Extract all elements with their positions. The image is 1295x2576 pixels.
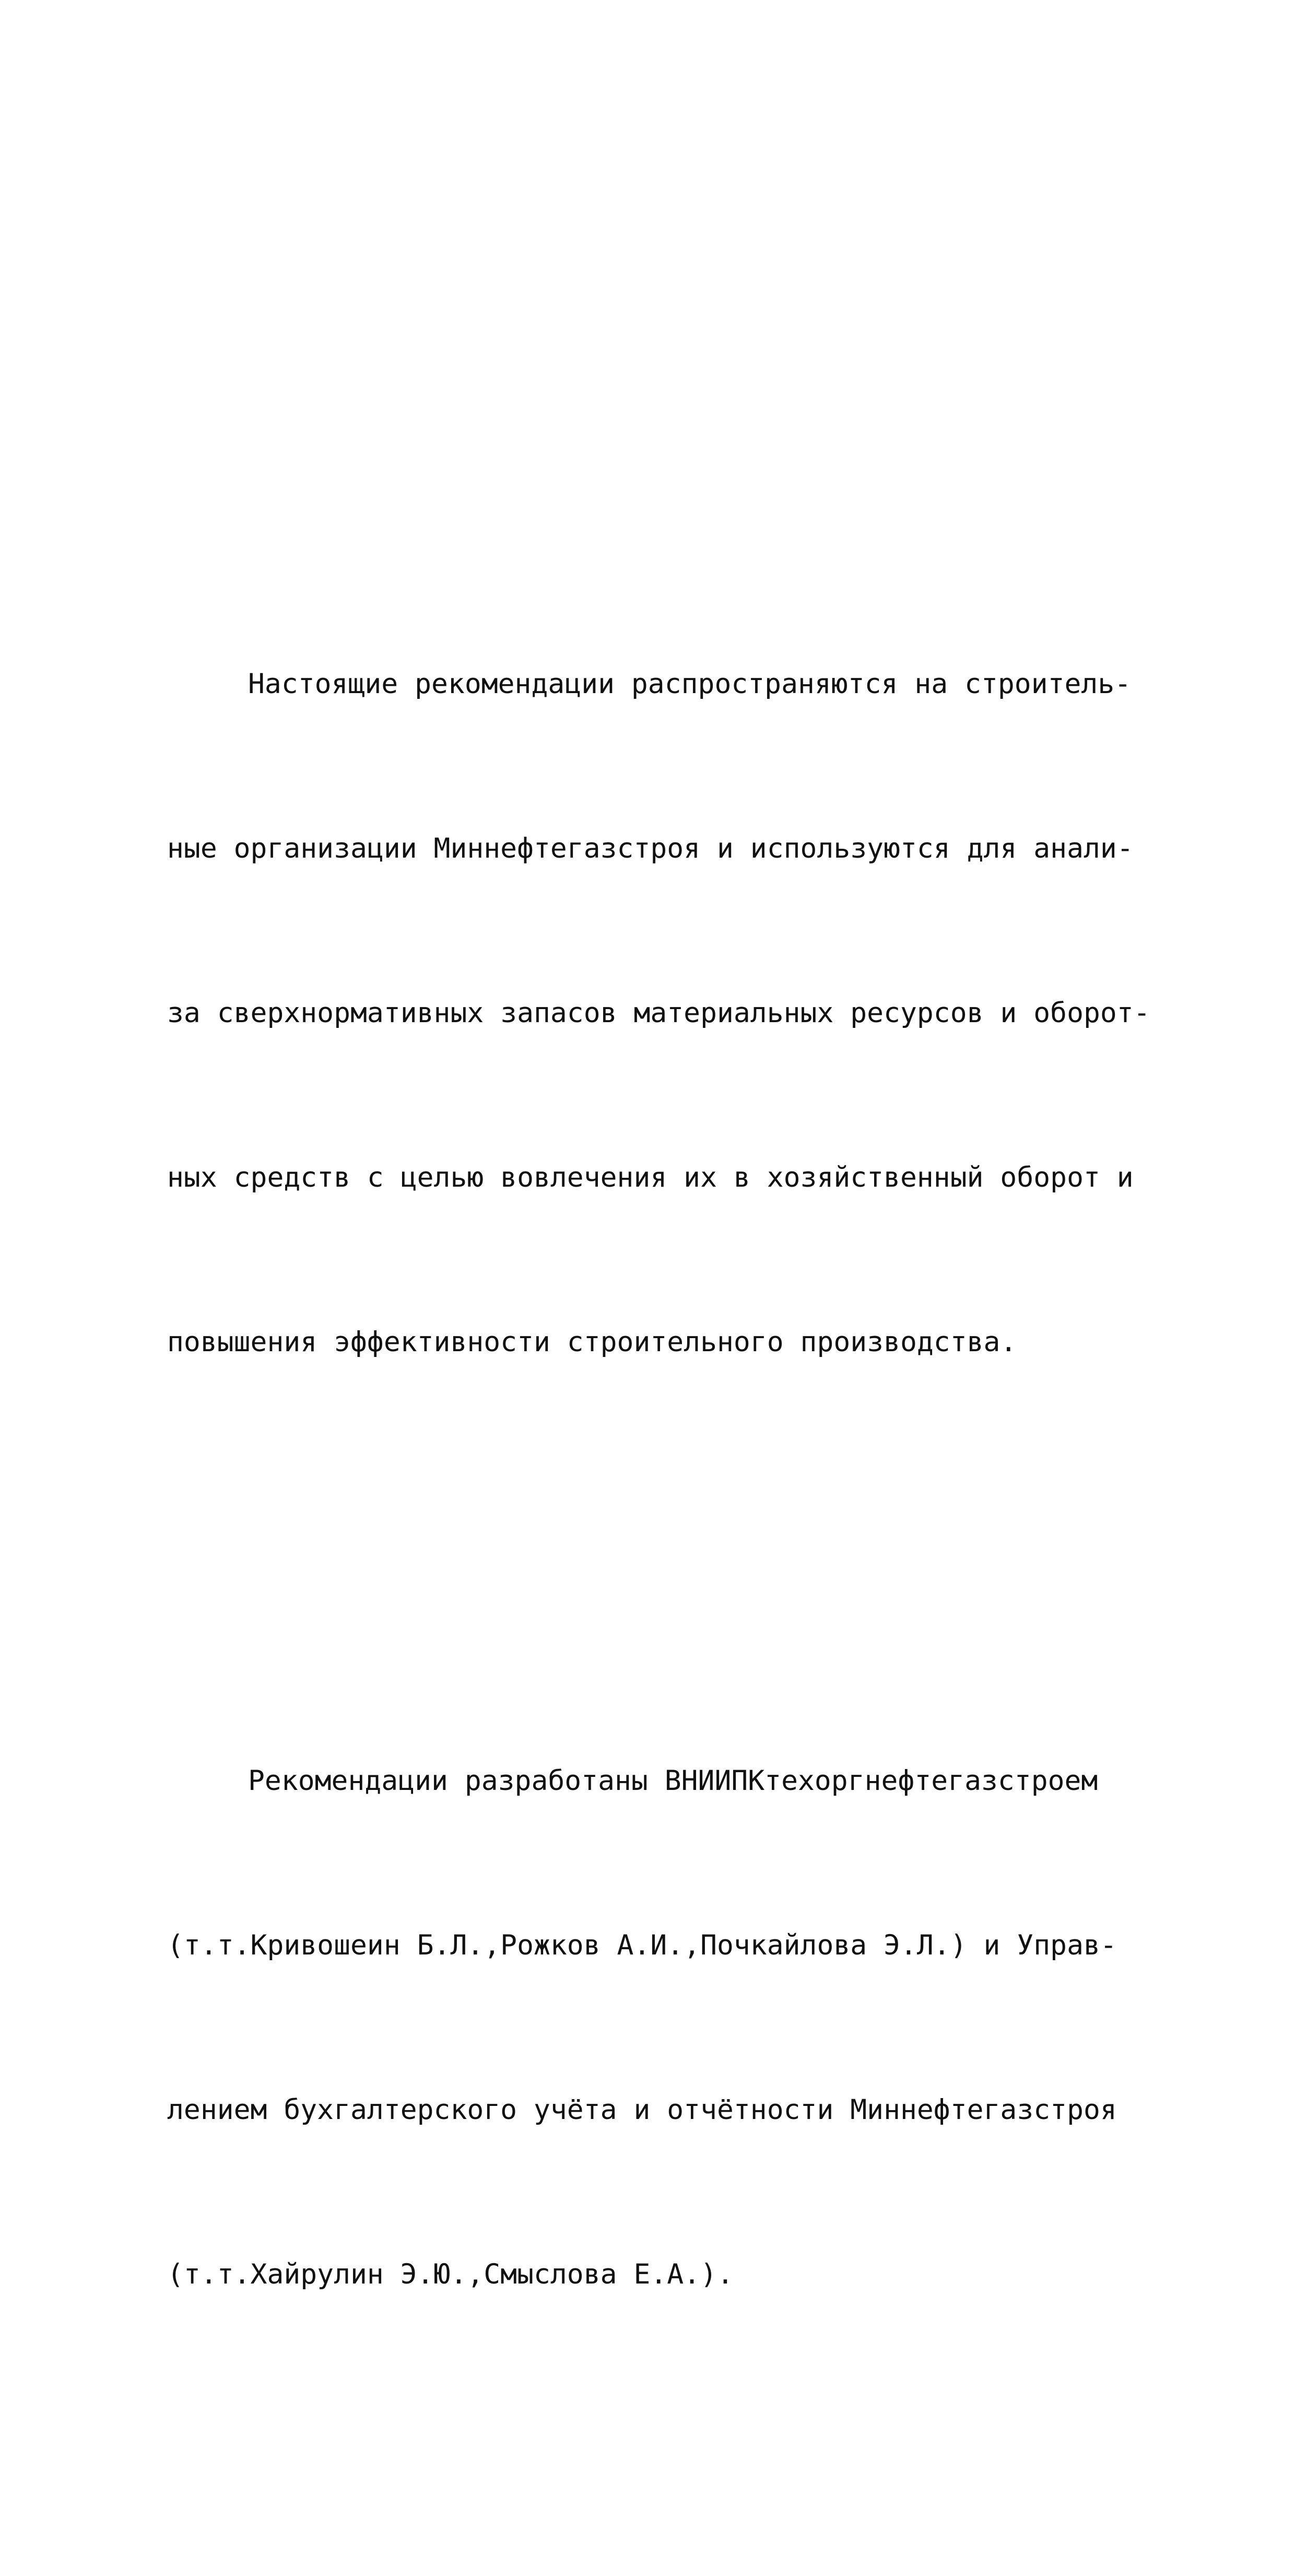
paragraph-authors: [167, 1644, 1191, 2411]
document-body: [167, 382, 1191, 2576]
paragraph-line: (т.т.Хайрулин Э.Ю.,Смыслова Е.А.).: [167, 2258, 734, 2290]
paragraph-line: за сверхнормативных запасов материальных ресурсов и оборот-: [167, 997, 1150, 1029]
paragraph-scope: [167, 547, 1191, 1479]
paragraph-line: ных средств с целью вовлечения их в хозяйственный оборот и: [167, 1162, 1134, 1193]
paragraph-line: Настоящие рекомендации распространяются на строитель-: [248, 668, 1132, 700]
paragraph-line: ные организации Миннефтегазстроя и используются для анали-: [167, 833, 1134, 864]
paragraph-line: (т.т.Кривошеин Б.Л.,Рожков А.И.,Почкайлова Э.Л.) и Управ-: [167, 1929, 1117, 1961]
paragraph-line: Рекомендации разработаны ВНИИПКтехоргнефтегазстроем: [248, 1765, 1098, 1797]
paragraph-line: повышения эффективности строительного производства.: [167, 1326, 1017, 1358]
paragraph-line: лением бухгалтерского учёта и отчётности Миннефтегазстроя: [167, 2094, 1117, 2126]
